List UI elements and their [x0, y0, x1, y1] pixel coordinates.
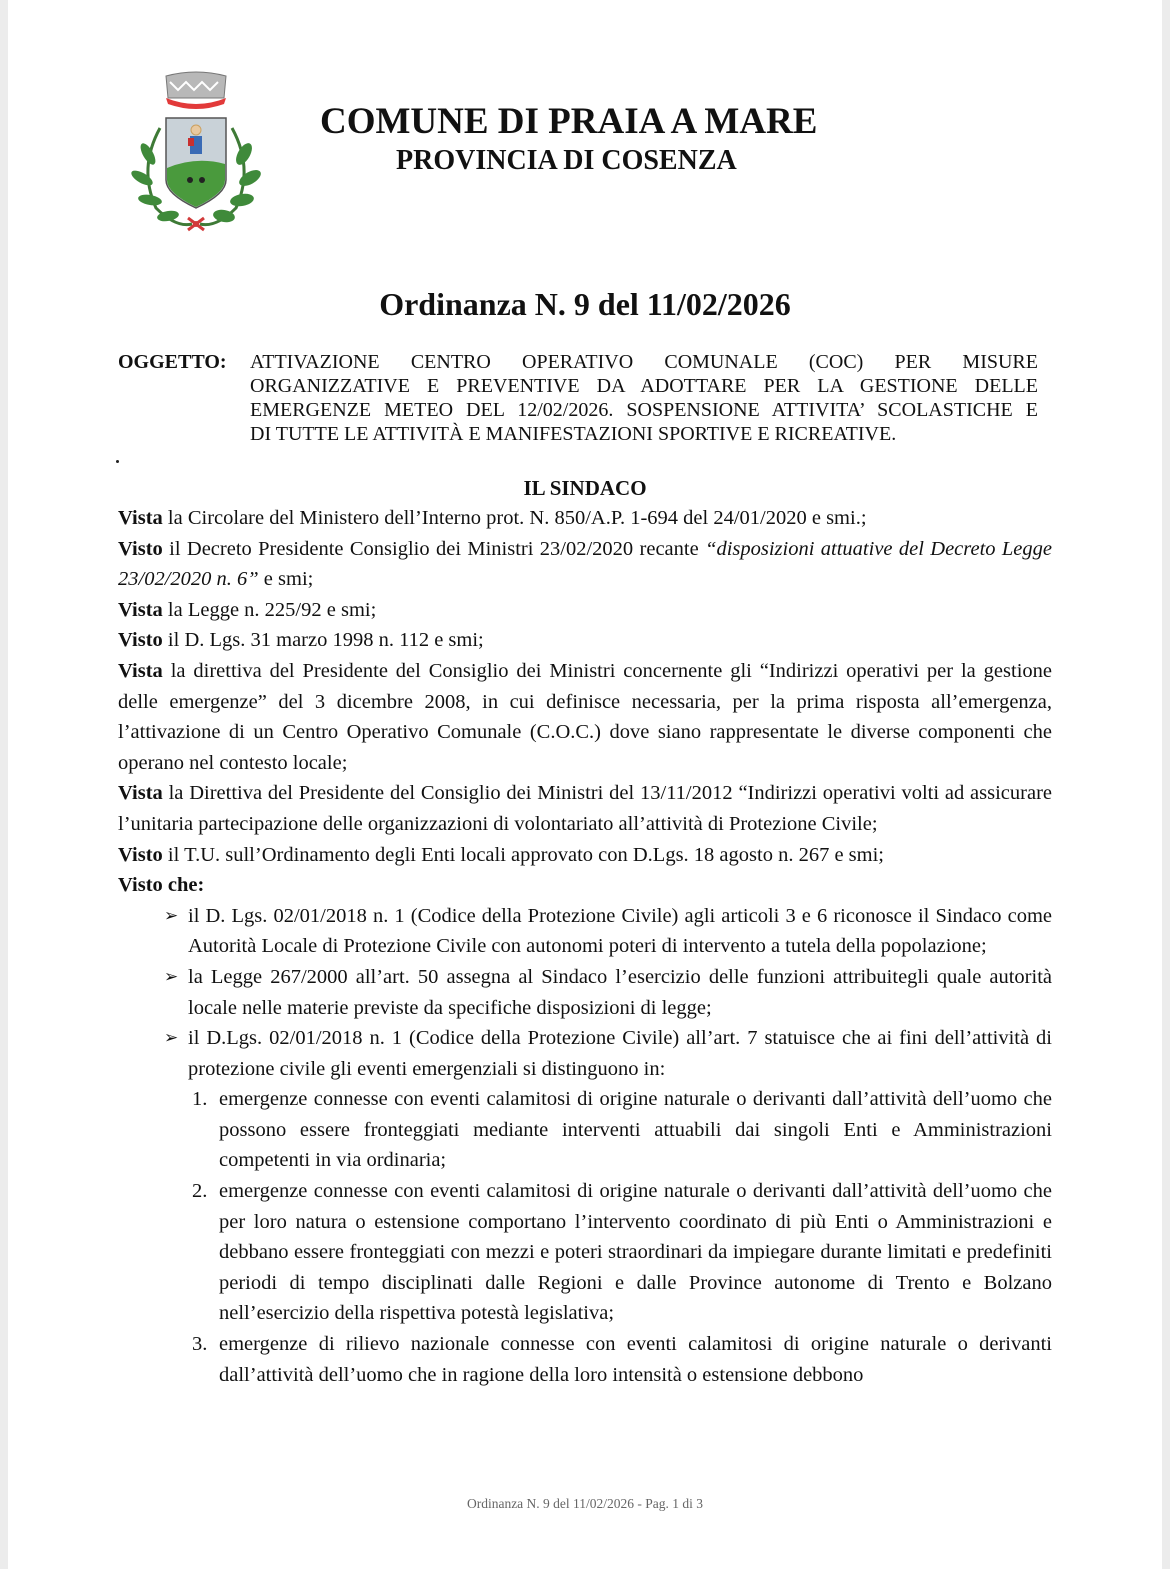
recital-lead: Vista — [118, 507, 163, 529]
recital-lead: Visto — [118, 629, 163, 652]
page-footer: Ordinanza N. 9 del 11/02/2026 - Pag. 1 di 3 — [466, 1496, 704, 1511]
recital-text: la Direttiva del Presidente del Consiglio dei Ministri del 13/11/2012 “Indirizzi operativi volti ad assicurare l’unitaria partecipazione delle organizzazioni di volontariato all’attività di Protezione Civile; — [118, 782, 1052, 835]
list-item — [118, 901, 1052, 962]
recital — [118, 625, 1052, 656]
stray-mark — [116, 460, 119, 463]
subject-line: ORGANIZZATIVE E PREVENTIVE DA ADOTTARE PER LA GESTIONE DELLE — [250, 375, 1038, 397]
visto-che-text: Visto che: — [118, 874, 205, 897]
recital-lead: Visto — [118, 843, 163, 866]
section-heading: IL SINDACO — [523, 476, 647, 500]
recital-text: il D. Lgs. 31 marzo 1998 n. 112 e smi; — [162, 629, 484, 652]
list-item — [118, 1329, 1052, 1390]
recital — [118, 778, 1052, 839]
item-text: emergenze di rilievo nazionale connesse con eventi calamitosi di origine naturale o derivanti dall’attività dell’uomo che in ragione della loro intensità o estensione debbono — [219, 1333, 1052, 1386]
recital-text: il T.U. sull’Ordinamento degli Enti locali approvato con D.Lgs. 18 agosto n. 267 e smi; — [162, 843, 884, 866]
coat-of-arms-icon — [126, 68, 266, 238]
list-item — [118, 962, 1052, 1023]
province-name: PROVINCIA DI COSENZA — [396, 145, 737, 176]
bullet-text: la Legge 267/2000 all’art. 50 assegna al Sindaco l’esercizio delle funzioni attribuitegli quale autorità locale nelle materie previste da specifiche disposizioni di legge; — [188, 965, 1052, 1019]
recital-text: la direttiva del Presidente del Consiglio dei Ministri concernente gli “Indirizzi operativi per la gestione delle emergenze” del 3 dicembre 2008, in cui definisce necessaria, per la prima risposta all’emergenza, l’attivazione di un Centro Operativo Comunale (C.O.C.) dove siano rappresentate le diverse componenti che operano nel contesto locale; — [118, 659, 1052, 774]
recital-lead: Vista — [118, 598, 163, 621]
recital — [118, 534, 1052, 595]
subject-line: EMERGENZE METEO DEL 12/02/2026. SOSPENSIONE ATTIVITA’ SCOLASTICHE E — [250, 399, 1038, 421]
recital-lead: Visto — [118, 537, 163, 560]
item-number: 1. — [192, 1088, 208, 1111]
recital-quote: “disposizioni attuative del Decreto Legge 23/02/2020 n. 6” — [118, 537, 1052, 591]
recital — [118, 840, 1052, 871]
arrowhead-bullet-icon: ➢ — [164, 905, 179, 925]
arrowhead-bullet-icon: ➢ — [164, 966, 179, 986]
recital-text: la Legge n. 225/92 e smi; — [162, 598, 377, 621]
subject-label: OGGETTO: — [118, 351, 227, 373]
document-body — [118, 503, 1052, 1390]
recital-lead: Vista — [118, 659, 163, 682]
municipality-name: COMUNE DI PRAIA A MARE — [320, 101, 818, 142]
numbered-list — [118, 1084, 1052, 1390]
ordinance-title: Ordinanza N. 9 del 11/02/2026 — [379, 286, 791, 322]
recital-text: e smi; — [258, 568, 314, 591]
subject-text — [250, 350, 1038, 446]
recital — [118, 656, 1052, 778]
subject-line: DI TUTTE LE ATTIVITÀ E MANIFESTAZIONI SPORTIVE E RICREATIVE. — [250, 423, 897, 445]
item-number: 3. — [192, 1333, 208, 1356]
arrowhead-bullet-icon: ➢ — [164, 1028, 179, 1048]
bullet-list — [118, 901, 1052, 1085]
bullet-text: il D. Lgs. 02/01/2018 n. 1 (Codice della Protezione Civile) agli articoli 3 e 6 riconosce il Sindaco come Autorità Locale di Protezione Civile con autonomi poteri di intervento a tutela della popolazione; — [188, 904, 1052, 958]
item-number: 2. — [192, 1180, 208, 1203]
recital — [118, 595, 1052, 626]
recital-text: la Circolare del Ministero dell’Interno prot. N. 850/A.P. 1-694 del 24/01/2020 e smi.; — [162, 507, 867, 529]
subject-line: ATTIVAZIONE CENTRO OPERATIVO COMUNALE (COC) PER MISURE — [250, 351, 1038, 373]
visto-che-label — [118, 870, 1052, 901]
item-text: emergenze connesse con eventi calamitosi di origine naturale o derivanti dall’attività dell’uomo che per loro natura o estensione comportano l’intervento coordinato di più Enti o Amministrazioni e debbano essere fronteggiati con mezzi e poteri straordinari da impiegare durante limitati e predefiniti periodi di tempo disciplinati dalle Regioni e dalle Province autonome di Trento e Bolzano nell’esercizio della rispettiva potestà legislativa; — [219, 1180, 1052, 1325]
list-item — [118, 1023, 1052, 1084]
recital-text: il Decreto Presidente Consiglio dei Ministri 23/02/2020 recante — [162, 537, 706, 560]
item-text: emergenze connesse con eventi calamitosi di origine naturale o derivanti dall’attività dell’uomo che possono essere fronteggiati mediante interventi attuabili dai singoli Enti e Amministrazioni competenti in via ordinaria; — [219, 1088, 1052, 1172]
list-item — [118, 1176, 1052, 1329]
bullet-text: il D.Lgs. 02/01/2018 n. 1 (Codice della Protezione Civile) all’art. 7 statuisce che ai fini dell’attività di protezione civile gli eventi emergenziali si distinguono in: — [188, 1027, 1052, 1080]
recital-lead: Vista — [118, 782, 163, 805]
list-item — [118, 1084, 1052, 1176]
recital — [118, 503, 1052, 534]
